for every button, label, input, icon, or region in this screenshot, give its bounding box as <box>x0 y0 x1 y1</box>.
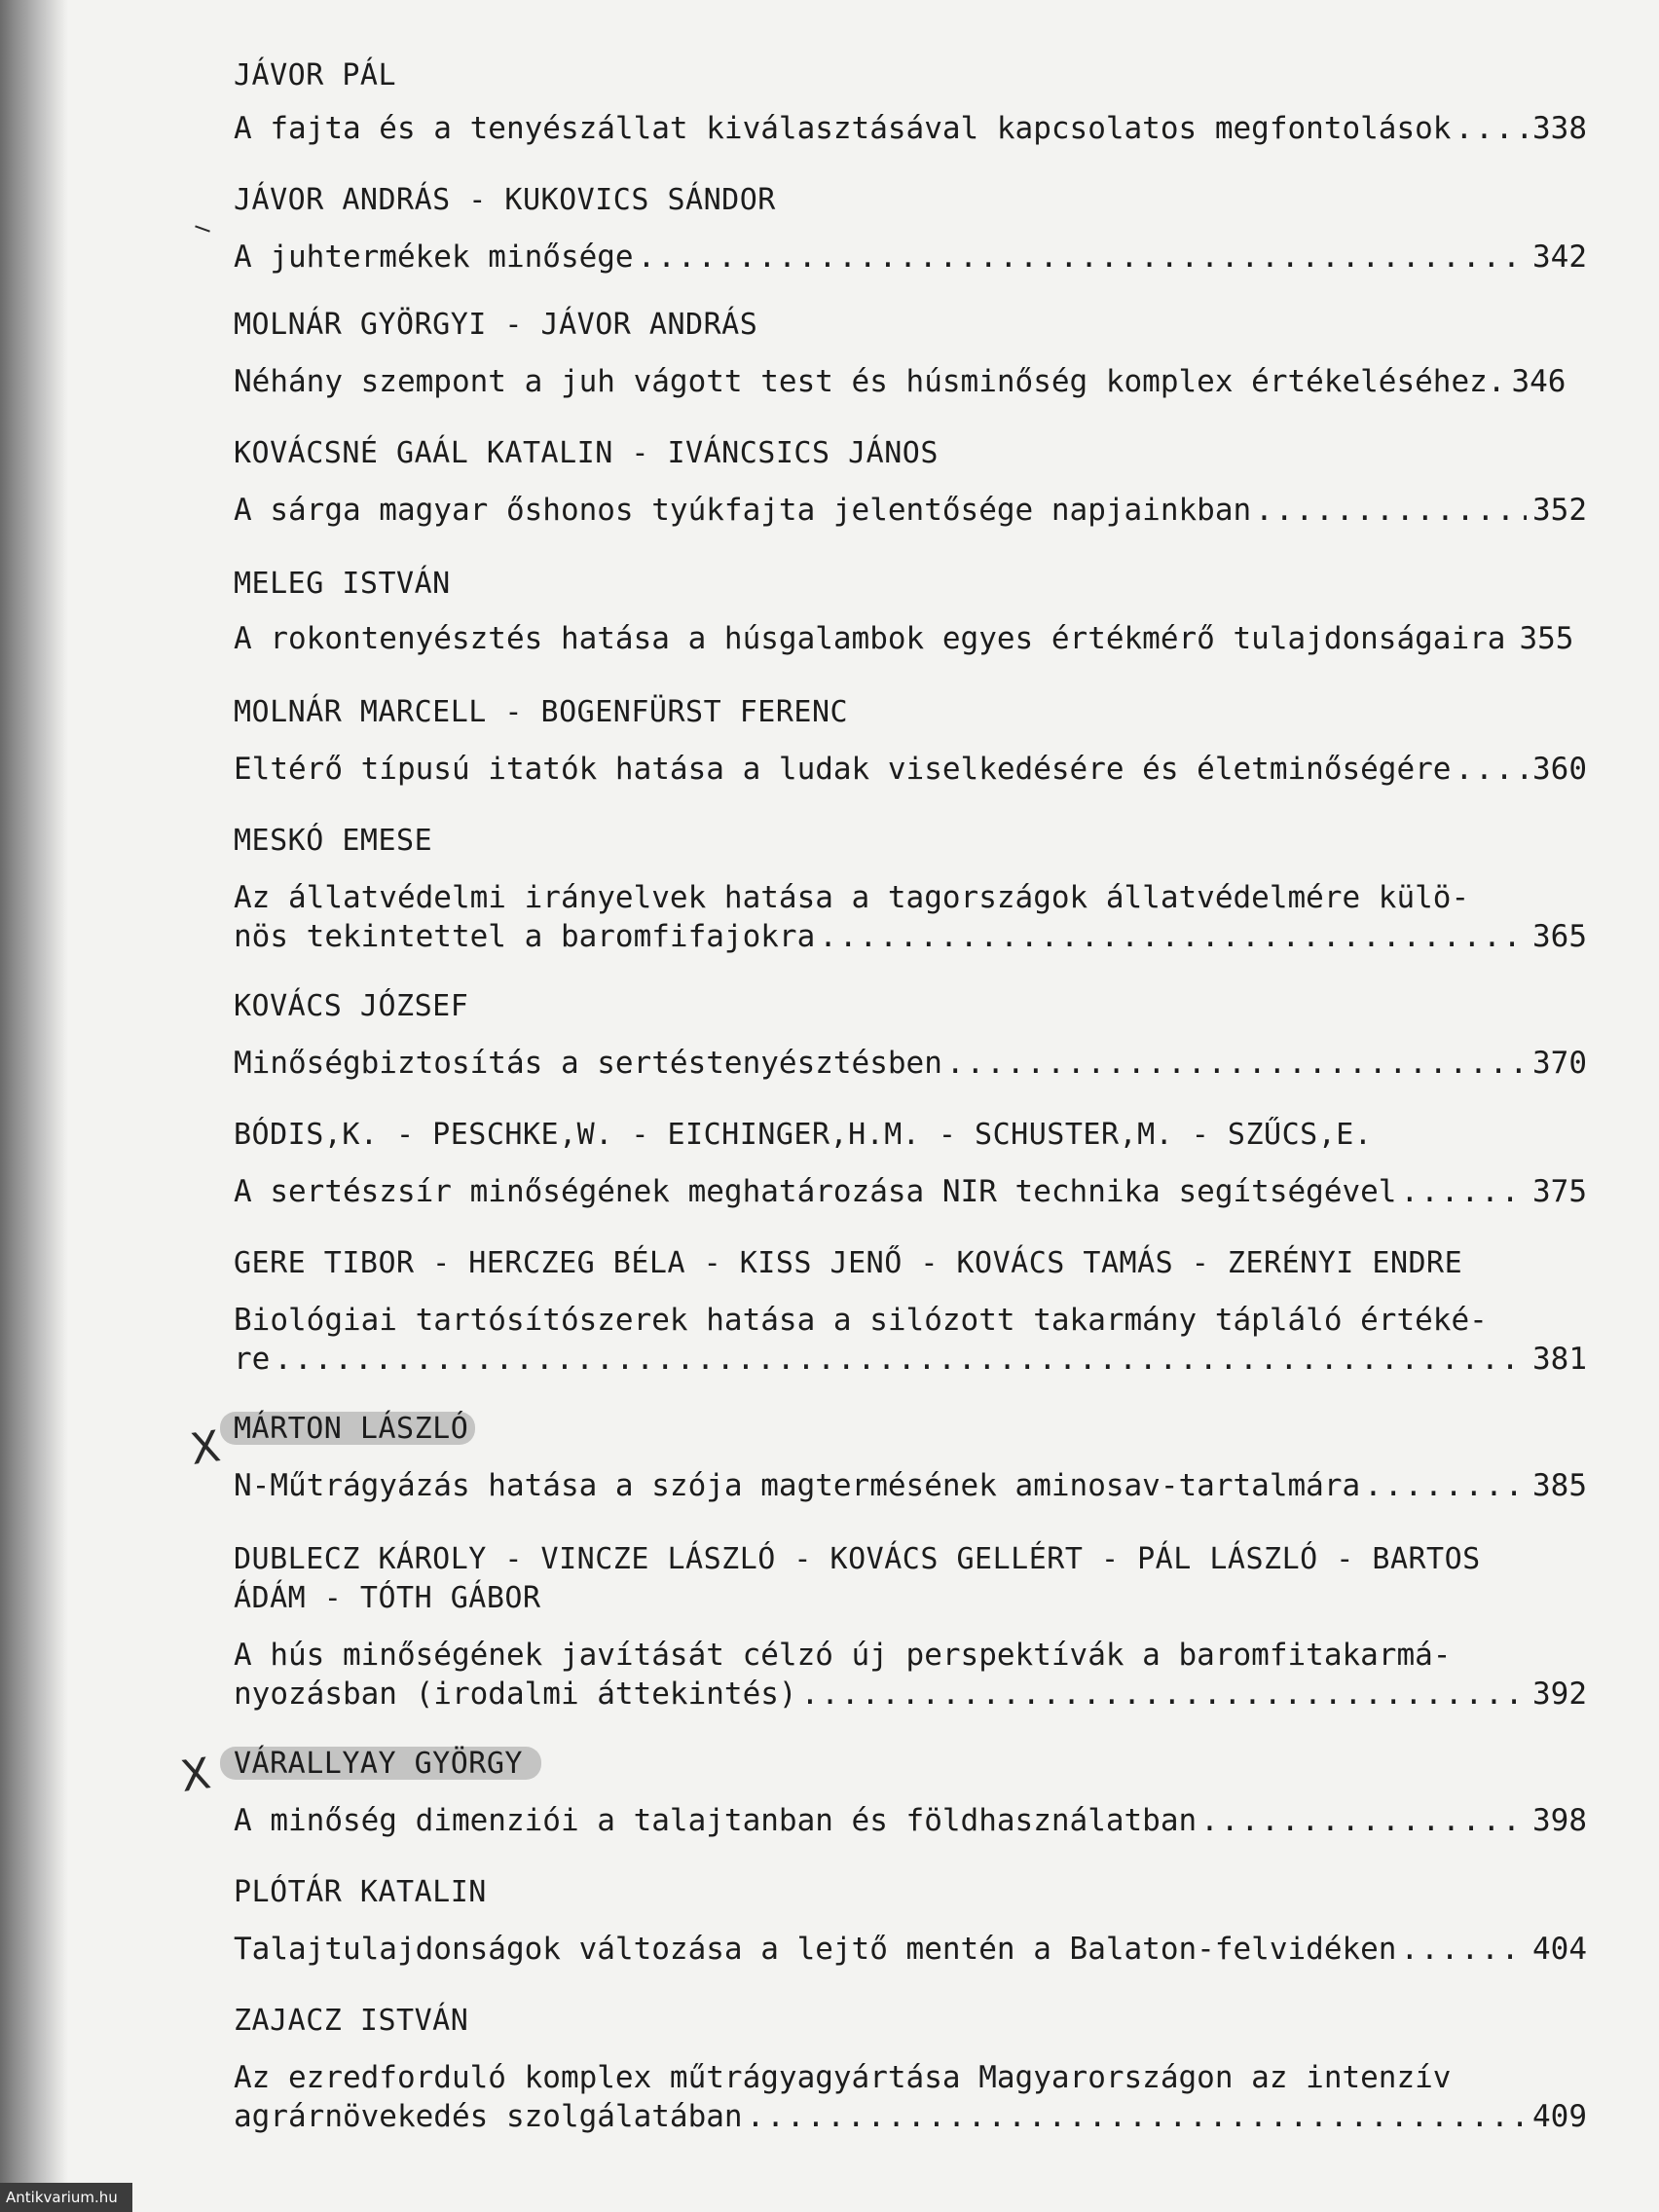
entry-title-line <box>234 619 1587 658</box>
entry-title-line <box>234 1675 1587 1714</box>
page-number: 355 <box>1519 621 1574 656</box>
page-number: 409 <box>1532 2099 1587 2134</box>
entry-title-line <box>234 491 1587 530</box>
dot-leader <box>1396 1930 1527 1969</box>
page-number: 375 <box>1532 1174 1587 1209</box>
handwritten-x-mark: X <box>187 1421 224 1475</box>
page-number: 385 <box>1532 1468 1587 1503</box>
entry-title-line <box>234 1636 1587 1675</box>
entry-title: nyozásban (irodalmi áttekintés) <box>234 1677 797 1712</box>
page-number: 392 <box>1532 1677 1587 1712</box>
entry-title: agrárnövekedés szolgálatában <box>234 2099 743 2134</box>
page-number: 365 <box>1532 919 1587 954</box>
entry-title-line <box>234 2097 1587 2136</box>
watermark: Antikvarium.hu <box>0 2183 132 2212</box>
toc-entry <box>234 56 1587 148</box>
entry-title-line <box>234 362 1587 401</box>
pencil-tick <box>195 225 210 232</box>
dot-leader <box>942 1044 1527 1083</box>
entry-title: re <box>234 1342 271 1377</box>
entry-author: JÁVOR PÁL <box>234 58 397 92</box>
entry-title-line <box>234 109 1587 148</box>
entry-title-line <box>234 1801 1587 1840</box>
entry-author-text: MÁRTON LÁSZLÓ <box>234 1412 469 1446</box>
dot-leader <box>1396 1172 1527 1211</box>
dot-leader <box>1251 491 1527 530</box>
page-number: 346 <box>1511 364 1567 399</box>
entry-title-line <box>234 1930 1587 1969</box>
entry-author: KOVÁCSNÉ GAÁL KATALIN - IVÁNCSICS JÁNOS <box>234 436 939 470</box>
entry-title: Eltérő típusú itatók hatása a ludak viselkedésére és életminőségére <box>234 752 1452 787</box>
entry-title-line <box>234 878 1587 917</box>
toc-entry <box>234 1873 1587 1969</box>
page-number: 404 <box>1532 1932 1587 1967</box>
toc-entry <box>234 1745 1587 1840</box>
entry-title: Minőségbiztosítás a sertéstenyésztésben <box>234 1046 942 1081</box>
entry-title: A sertészsír minőségének meghatározása NIR technika segítségével <box>234 1174 1397 1209</box>
dot-leader <box>634 238 1527 276</box>
entry-title: Az állatvédelmi irányelvek hatása a tagországok állatvédelmére külö- <box>234 880 1470 915</box>
entry-title: A sárga magyar őshonos tyúkfajta jelentősége napjainkban <box>234 493 1252 528</box>
dot-leader <box>1197 1801 1527 1840</box>
entry-author-continued: ÁDÁM - TÓTH GÁBOR <box>234 1581 541 1615</box>
entry-author: MELEG ISTVÁN <box>234 567 451 601</box>
toc-entry <box>234 1540 1587 1714</box>
entry-author: GERE TIBOR - HERCZEG BÉLA - KISS JENŐ - KOVÁCS TAMÁS - ZERÉNYI ENDRE <box>234 1246 1463 1280</box>
toc-entry <box>234 1116 1587 1211</box>
entry-title: A minőség dimenziói a talajtanban és földhasználatban <box>234 1803 1198 1838</box>
dot-leader <box>815 917 1527 956</box>
toc-entry <box>234 1244 1587 1379</box>
entry-author: MOLNÁR GYÖRGYI - JÁVOR ANDRÁS <box>234 308 758 342</box>
entry-title-line <box>234 1044 1587 1083</box>
entry-title-line <box>234 1301 1587 1340</box>
entry-author: BÓDIS,K. - PESCHKE,W. - EICHINGER,H.M. - SCHUSTER,M. - SZŰCS,E. <box>234 1118 1373 1152</box>
toc-entry <box>234 822 1587 956</box>
page-number: 342 <box>1532 240 1587 275</box>
entry-author: MOLNÁR MARCELL - BOGENFÜRST FERENC <box>234 695 849 729</box>
entry-author: PLÓTÁR KATALIN <box>234 1875 487 1909</box>
entry-title-line <box>234 750 1587 789</box>
page-number: 352 <box>1532 493 1587 528</box>
page-number: 370 <box>1532 1046 1587 1081</box>
entry-title-line <box>234 917 1587 956</box>
entry-title: A juhtermékek minősége <box>234 240 634 275</box>
toc-entry <box>234 565 1587 658</box>
dot-leader <box>797 1675 1527 1714</box>
toc-entry <box>234 987 1587 1083</box>
toc-entry <box>234 693 1587 789</box>
page-number: 338 <box>1532 111 1587 146</box>
entry-title-line <box>234 1340 1587 1379</box>
page-number: 360 <box>1532 752 1587 787</box>
entry-title: A fajta és a tenyészállat kiválasztásával kapcsolatos megfontolások <box>234 111 1452 146</box>
page-number: 398 <box>1532 1803 1587 1838</box>
entry-author-text: VÁRALLYAY GYÖRGY <box>234 1747 523 1781</box>
entry-title: Talajtulajdonságok változása a lejtő mentén a Balaton-felvidéken <box>234 1932 1397 1967</box>
toc-entry <box>234 306 1587 401</box>
entry-author: KOVÁCS JÓZSEF <box>234 989 469 1023</box>
dot-leader <box>743 2097 1527 2136</box>
entry-author <box>234 1410 1587 1449</box>
dot-leader <box>1360 1466 1527 1505</box>
entry-title: A rokontenyésztés hatása a húsgalambok egyes értékmérő tulajdonságaira <box>234 621 1506 656</box>
entry-author: MESKÓ EMESE <box>234 824 433 858</box>
page-number: 381 <box>1532 1342 1587 1377</box>
entry-author: DUBLECZ KÁROLY - VINCZE LÁSZLÓ - KOVÁCS GELLÉRT - PÁL LÁSZLÓ - BARTOS <box>234 1542 1481 1576</box>
entry-title: A hús minőségének javítását célzó új perspektívák a baromfitakarmá- <box>234 1638 1452 1673</box>
entry-title: N-Műtrágyázás hatása a szója magtermésének aminosav-tartalmára <box>234 1468 1361 1503</box>
entry-title-line <box>234 2058 1587 2097</box>
entry-title: Az ezredforduló komplex műtrágyagyártása Magyarországon az intenzív <box>234 2060 1452 2095</box>
dot-leader <box>270 1340 1527 1379</box>
entry-title-line <box>234 1466 1587 1505</box>
toc-entry <box>234 181 1587 276</box>
entry-author <box>234 1745 1587 1784</box>
toc-entry <box>234 434 1587 530</box>
entry-author: JÁVOR ANDRÁS - KUKOVICS SÁNDOR <box>234 183 776 217</box>
entry-title: Néhány szempont a juh vágott test és húsminőség komplex értékeléséhez. <box>234 364 1506 399</box>
toc-entry <box>234 1410 1587 1505</box>
dot-leader <box>1451 109 1527 148</box>
entry-author: ZAJACZ ISTVÁN <box>234 2004 469 2038</box>
entry-title: Biológiai tartósítószerek hatása a silózott takarmány tápláló értéké- <box>234 1303 1488 1338</box>
entry-title-line <box>234 1172 1587 1211</box>
entry-title-line <box>234 238 1587 276</box>
dot-leader <box>1451 750 1527 789</box>
handwritten-x-mark: X <box>177 1749 214 1802</box>
toc-entry <box>234 2002 1587 2136</box>
entry-title: nös tekintettel a baromfifajokra <box>234 919 816 954</box>
